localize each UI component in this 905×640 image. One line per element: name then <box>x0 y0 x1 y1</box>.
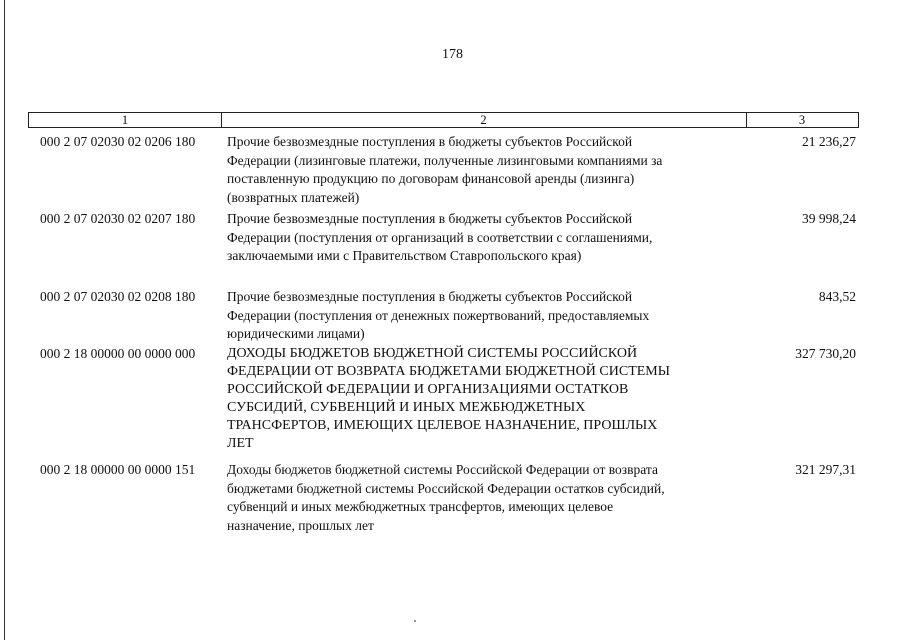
description-line: юридическими лицами) <box>227 326 365 341</box>
amount-value: 843,52 <box>818 289 856 304</box>
row-description <box>227 210 742 266</box>
budget-code: 000 2 07 02030 02 0206 180 <box>40 134 196 149</box>
budget-code: 000 2 07 02030 02 0207 180 <box>40 211 196 226</box>
table-header-row <box>28 112 859 128</box>
row-description <box>227 345 742 453</box>
row-description <box>227 133 742 207</box>
amount-value: 327 730,20 <box>795 346 856 361</box>
description-line: Федерации (поступления от организаций в соответствии с соглашениями, <box>227 229 653 245</box>
description-line: поставленную продукцию по договорам финансовой аренды (лизинга) <box>227 171 635 186</box>
description-line: РОССИЙСКОЙ ФЕДЕРАЦИИ И ОРГАНИЗАЦИЯМИ ОСТАТКОВ <box>227 382 629 397</box>
description-line: назначение, прошлых лет <box>227 517 374 533</box>
row-description <box>227 288 742 344</box>
description-line: ТРАНСФЕРТОВ, ИМЕЮЩИХ ЦЕЛЕВОЕ НАЗНАЧЕНИЕ, ПРОШЛЫХ <box>227 418 658 433</box>
description-line: Федерации (поступления от денежных пожертвований, предоставляемых <box>227 307 650 323</box>
amount-value: 321 297,31 <box>795 462 856 477</box>
row-description <box>227 461 742 535</box>
description-line: Прочие безвозмездные поступления в бюджеты субъектов Российской <box>227 289 633 304</box>
description-line: ФЕДЕРАЦИИ ОТ ВОЗВРАТА БЮДЖЕТАМИ БЮДЖЕТНОЙ СИСТЕМЫ <box>227 364 670 379</box>
description-line: СУБСИДИЙ, СУБВЕНЦИЙ И ИНЫХ МЕЖБЮДЖЕТНЫХ <box>227 400 586 415</box>
description-line: заключаемыми ими с Правительством Ставропольского края) <box>227 248 582 263</box>
description-line: ДОХОДЫ БЮДЖЕТОВ БЮДЖЕТНОЙ СИСТЕМЫ РОССИЙСКОЙ <box>227 346 638 361</box>
header-col-1: 1 <box>29 113 222 127</box>
header-col-3: 3 <box>798 113 806 127</box>
header-col-2: 2 <box>221 113 747 127</box>
page-left-edge-line <box>4 0 5 640</box>
description-line: (возвратных платежей) <box>227 189 360 205</box>
amount-value: 39 998,24 <box>802 211 856 226</box>
description-line: бюджетами бюджетной системы Российской Федерации остатков субсидий, <box>227 480 665 496</box>
description-line: Доходы бюджетов бюджетной системы Российской Федерации от возврата <box>227 462 658 477</box>
page-number: 178 <box>442 47 463 62</box>
budget-code: 000 2 07 02030 02 0208 180 <box>40 289 196 304</box>
scan-speck <box>414 620 416 622</box>
description-line: Прочие безвозмездные поступления в бюджеты субъектов Российской <box>227 211 633 226</box>
description-line: ЛЕТ <box>227 436 254 451</box>
budget-code: 000 2 18 00000 00 0000 000 <box>40 346 196 361</box>
description-line: субвенций и иных межбюджетных трансфертов, имеющих целевое <box>227 499 614 514</box>
amount-value: 21 236,27 <box>802 134 856 149</box>
description-line: Федерации (лизинговые платежи, полученные лизинговыми компаниями за <box>227 152 663 168</box>
budget-code: 000 2 18 00000 00 0000 151 <box>40 462 196 477</box>
description-line: Прочие безвозмездные поступления в бюджеты субъектов Российской <box>227 134 633 149</box>
